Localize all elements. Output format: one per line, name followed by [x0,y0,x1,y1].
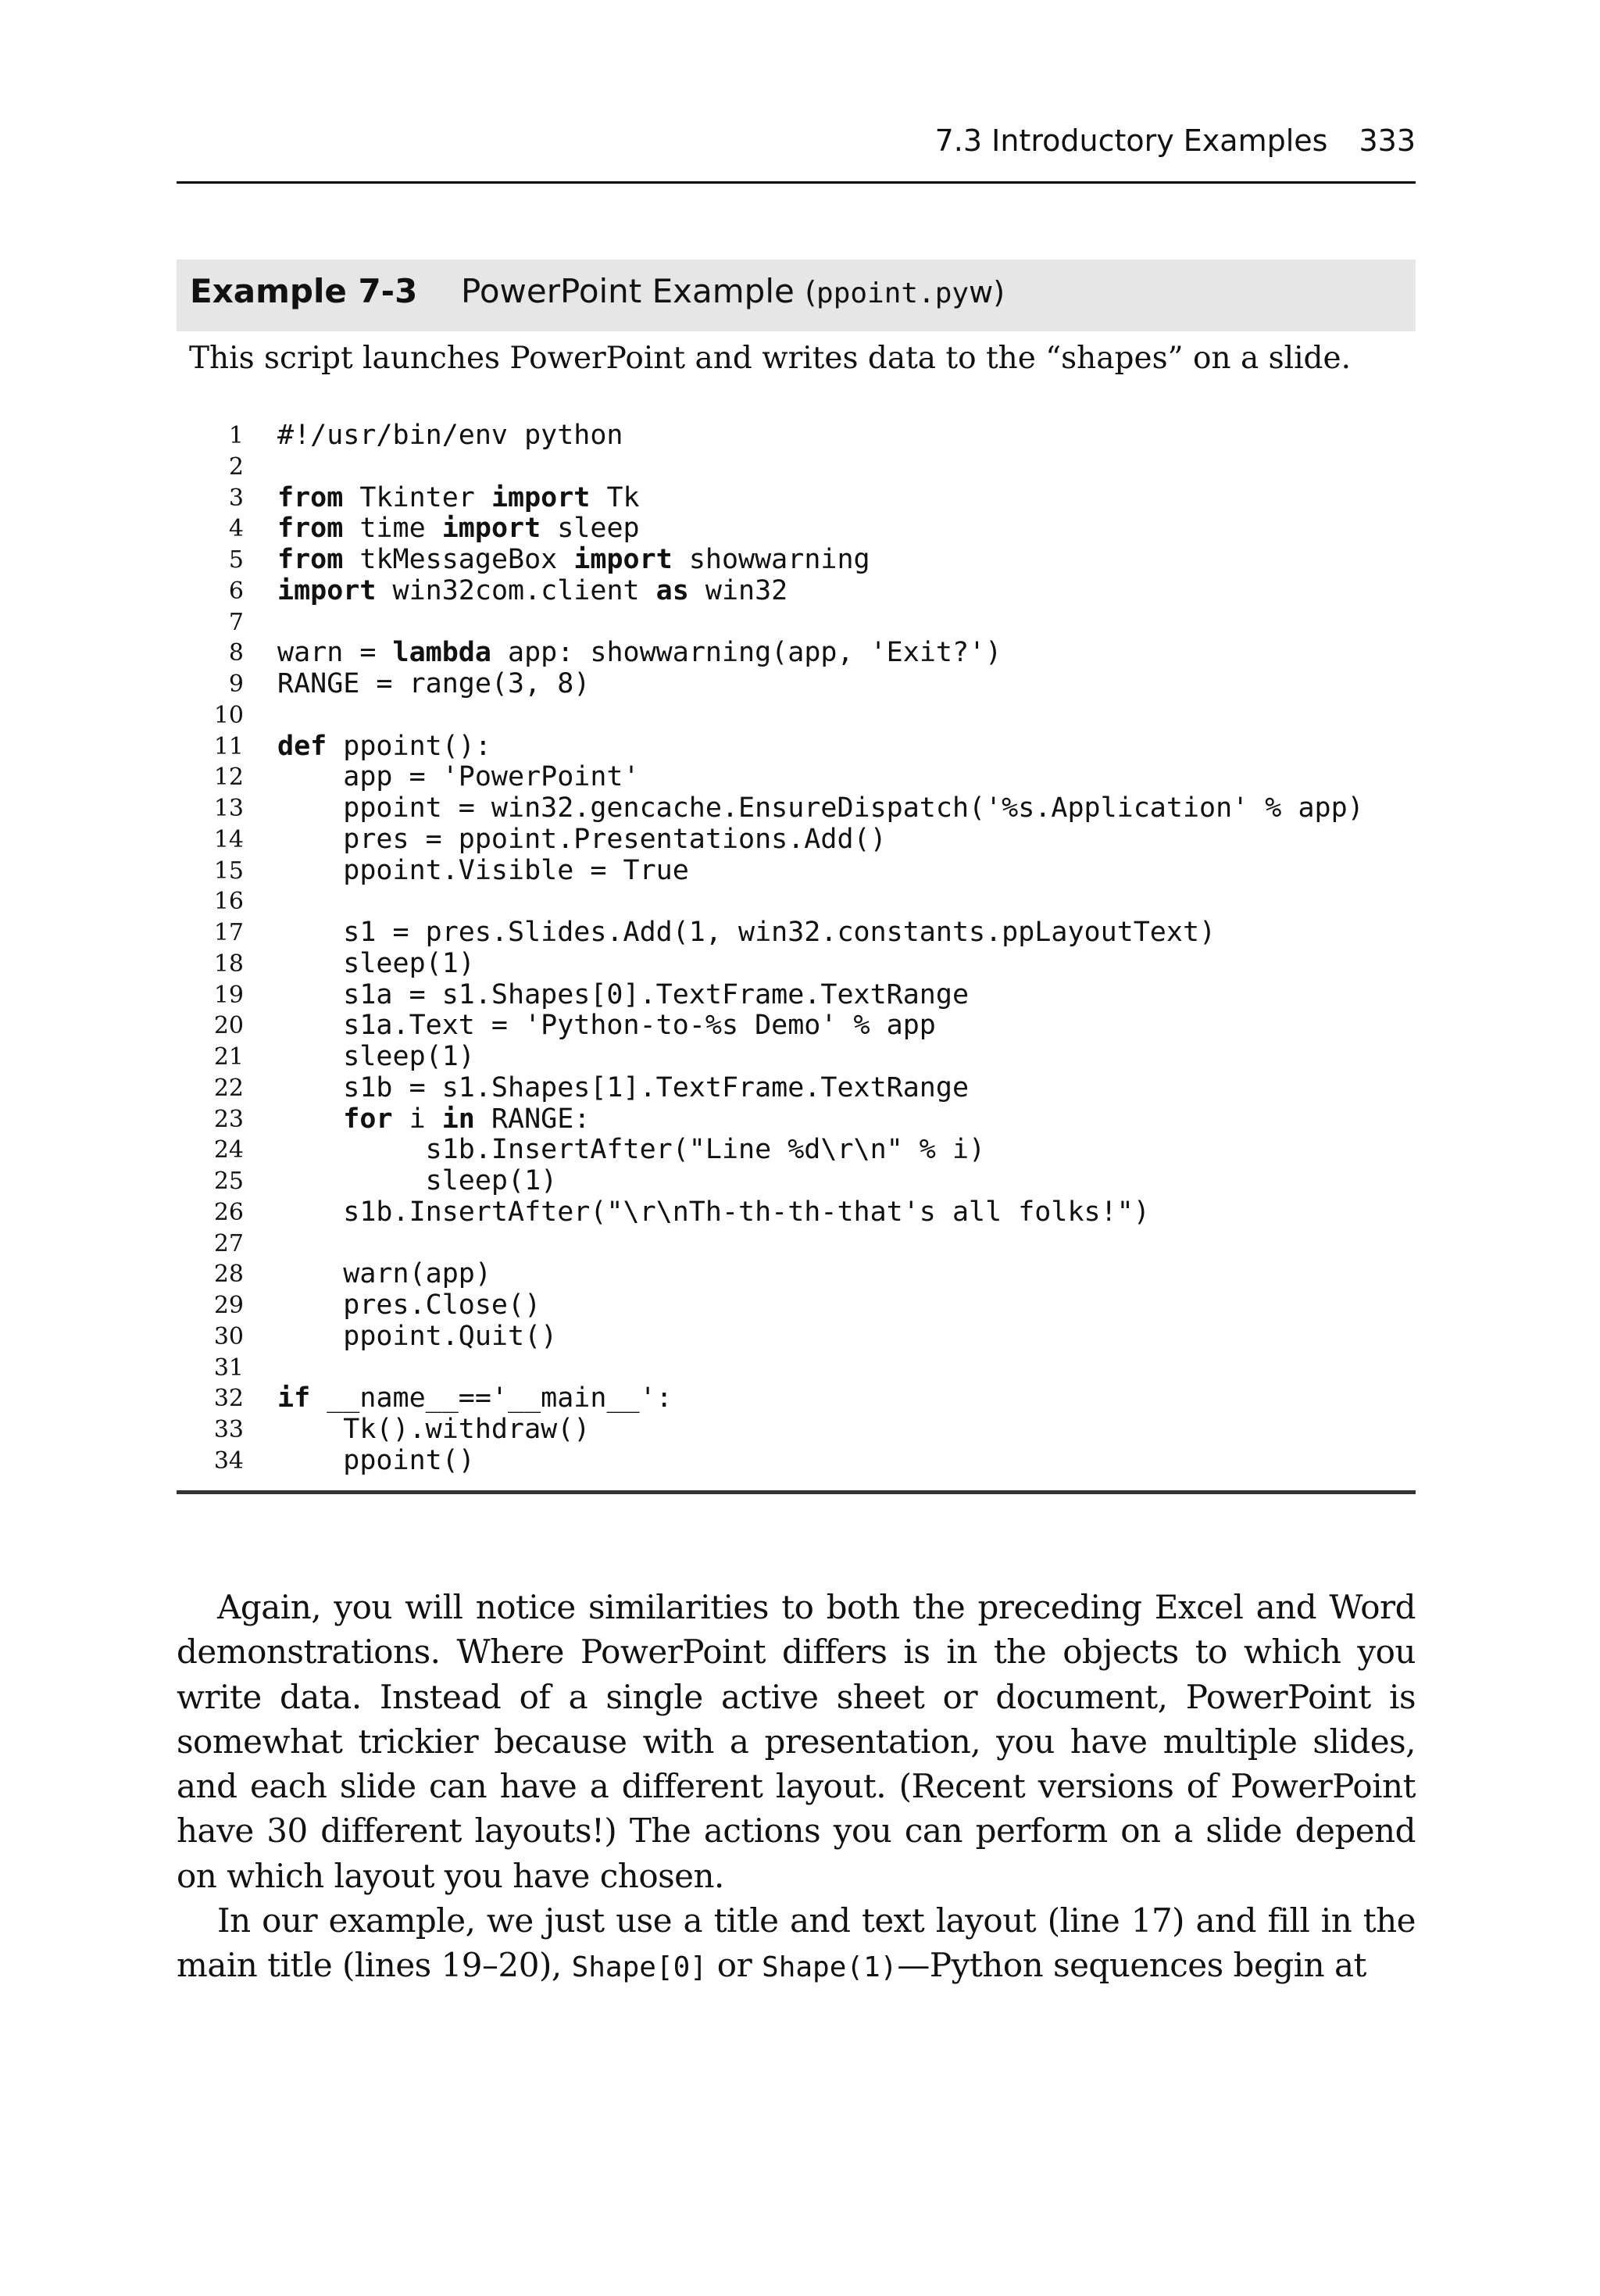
line-number: 33 [213,1416,244,1443]
code-line [177,1228,1416,1260]
code-text [277,762,640,793]
code-token: ppoint(): [327,730,491,762]
code-keyword: in [441,1103,475,1135]
code-token: Tk().withdraw() [277,1414,591,1445]
code-text [277,420,623,452]
example-title [461,272,1005,310]
line-number: 15 [213,857,244,885]
p2-code-shape1: Shape(1) [762,1951,898,1984]
code-text [277,824,887,856]
line-number: 31 [213,1354,244,1382]
line-number: 6 [228,577,244,605]
code-text [277,1414,590,1446]
code-keyword: import [277,574,377,606]
line-number: 24 [213,1136,244,1164]
code-text [277,731,491,763]
code-keyword: import [441,513,541,545]
code-keyword: for [343,1103,393,1135]
code-token: win32com.client [376,574,656,606]
code-text [277,1010,936,1042]
code-line [177,949,1416,980]
code-bottom-rule [177,1490,1416,1494]
code-token: s1b.InsertAfter("Line %d\r\n" % i) [277,1134,986,1166]
code-line [177,856,1416,887]
running-header-text [935,123,1416,158]
code-keyword: import [491,481,591,513]
code-token: ppoint.Quit() [277,1320,558,1352]
code-line [177,762,1416,793]
code-token: sleep(1) [277,947,475,979]
running-header [177,119,1416,184]
code-text [277,856,689,887]
code-token: i [392,1103,442,1135]
line-number: 1 [228,422,244,449]
line-number: 11 [213,732,244,760]
line-number: 20 [213,1012,244,1040]
code-token: #!/usr/bin/env python [277,420,623,451]
code-keyword: import [573,544,673,575]
code-line [177,980,1416,1011]
code-text [277,1073,969,1104]
paren-close: ) [993,275,1005,309]
paren-open: ( [805,275,817,309]
code-line [177,452,1416,483]
code-text [277,980,969,1011]
code-token: app = 'PowerPoint' [277,761,640,793]
code-text [277,638,1002,669]
code-token: RANGE = range(3, 8) [277,668,591,699]
code-token: app: showwarning(app, 'Exit?') [491,637,1002,669]
line-number: 29 [213,1292,244,1319]
code-text [277,669,590,700]
code-line [177,1042,1416,1073]
line-number: 7 [228,608,244,636]
p2-code-shape0: Shape[0] [571,1951,707,1984]
body-text [177,1585,1416,1990]
code-line [177,1290,1416,1321]
code-token: s1a = s1.Shapes[0].TextFrame.TextRange [277,978,970,1010]
code-text [277,917,1216,949]
code-token: warn = [277,637,393,669]
code-line [177,1197,1416,1228]
code-line [177,1166,1416,1197]
code-line [177,483,1416,514]
code-text [277,1446,475,1477]
line-number: 4 [228,515,244,543]
code-token: ppoint() [277,1444,475,1476]
p2-text-a: In our example, we just use a title and text layout (line 17) and fill in the main title (lines 19–20), [177,1901,1416,1985]
line-number: 2 [228,452,244,481]
example-description: This script launches PowerPoint and writes data to the “shapes” on a slide. [189,341,1351,376]
code-text [277,1197,1150,1228]
code-text [277,1383,673,1414]
code-token: __name__=='__main__': [310,1382,673,1414]
line-number: 23 [213,1105,244,1133]
code-keyword: lambda [392,637,491,669]
code-token: s1a.Text = 'Python-to-%s Demo' % app [277,1010,936,1042]
code-line [177,513,1416,545]
code-text [277,1042,475,1073]
code-line [177,1135,1416,1166]
code-keyword: from [277,481,344,513]
line-number: 5 [228,546,244,574]
code-line [177,607,1416,638]
example-title-text: PowerPoint Example [461,272,795,310]
code-line [177,638,1416,669]
code-token: Tkinter [343,481,491,513]
code-token: s1b.InsertAfter("\r\nTh-th-th-that's all folks!") [277,1196,1150,1228]
code-line [177,420,1416,452]
code-token: tkMessageBox [343,544,574,575]
example-label: Example 7-3 [190,272,418,310]
code-token: Tk [590,481,640,513]
code-text [277,1321,557,1353]
body-paragraph-2 [177,1898,1416,1990]
code-text [277,793,1364,824]
code-line [177,1414,1416,1446]
code-keyword: def [277,730,327,762]
code-text [277,483,640,514]
code-keyword: from [277,544,344,575]
code-token: ppoint.Visible = True [277,854,689,886]
line-number: 8 [228,639,244,667]
code-token: sleep(1) [277,1165,558,1196]
line-number: 30 [213,1322,244,1350]
line-number: 12 [213,764,244,792]
line-number: 17 [213,919,244,946]
code-keyword: as [655,574,689,606]
example-filename: ppoint.py [816,277,970,309]
line-number: 13 [213,795,244,822]
line-number: 18 [213,950,244,978]
code-token: pres.Close() [277,1289,541,1321]
line-number: 10 [213,701,244,729]
code-line [177,545,1416,576]
line-number: 9 [228,671,244,698]
line-number: 27 [213,1229,244,1257]
code-text [277,576,788,607]
line-number: 3 [228,484,244,512]
code-line [177,1104,1416,1135]
code-token: RANGE: [474,1103,591,1135]
line-number: 28 [213,1261,244,1289]
code-line [177,1353,1416,1384]
section-title: 7.3 Introductory Examples [934,123,1328,158]
p2-text-b: or [706,1946,762,1985]
code-line [177,1383,1416,1414]
code-keyword: from [277,513,344,545]
code-text [277,1166,557,1197]
code-line [177,824,1416,856]
code-token: showwarning [672,544,870,575]
page-number: 333 [1359,123,1416,158]
code-line [177,1446,1416,1477]
code-line [177,731,1416,763]
example-heading [177,259,1416,331]
code-keyword: if [277,1382,311,1414]
code-text [277,1259,491,1290]
line-number: 22 [213,1074,244,1102]
filename-suffix: w [969,275,994,309]
code-token: win32 [688,574,788,606]
code-token: time [343,513,442,545]
code-line [177,700,1416,731]
line-number: 32 [213,1385,244,1413]
code-text [277,1135,985,1166]
p2-text-c: —Python sequences begin at [897,1946,1366,1985]
code-line [177,886,1416,917]
code-line [177,576,1416,607]
line-number: 34 [213,1447,244,1475]
line-number: 16 [213,888,244,916]
code-token: pres = ppoint.Presentations.Add() [277,823,887,855]
body-paragraph-1: Again, you will notice similarities to both the preceding Excel and Word demonstrations. Where PowerPoint differs is in the objects to which you write data. Instead of a single active sheet or document, PowerPoint is somewhat trickier because with a presentation, you have multiple slides, and each slide can have a different layout. (Recent versions of PowerPoint have 30 different layouts!) The actions you can perform on a slide depend on which layout you have chosen. [177,1588,1416,1895]
line-number: 26 [213,1198,244,1226]
line-number: 19 [213,981,244,1009]
code-token: s1b = s1.Shapes[1].TextFrame.TextRange [277,1071,970,1103]
code-token: warn(app) [277,1258,491,1290]
code-token [277,1103,343,1135]
code-text [277,949,475,980]
code-text [277,513,640,545]
code-text [277,1104,590,1135]
code-line [177,1321,1416,1353]
code-text [277,545,870,576]
line-number: 14 [213,825,244,853]
code-token: sleep [541,513,640,545]
code-listing [177,420,1416,1477]
line-number: 25 [213,1168,244,1195]
code-text [277,1290,541,1321]
code-token: s1 = pres.Slides.Add(1, win32.constants.ppLayoutText) [277,917,1216,948]
code-token: ppoint = win32.gencache.EnsureDispatch('%s.Application' % app) [277,792,1364,824]
code-line [177,1010,1416,1042]
code-line [177,793,1416,824]
line-number: 21 [213,1043,244,1071]
code-line [177,1259,1416,1290]
code-line [177,917,1416,949]
code-token: sleep(1) [277,1041,475,1072]
code-line [177,1073,1416,1104]
code-line [177,669,1416,700]
